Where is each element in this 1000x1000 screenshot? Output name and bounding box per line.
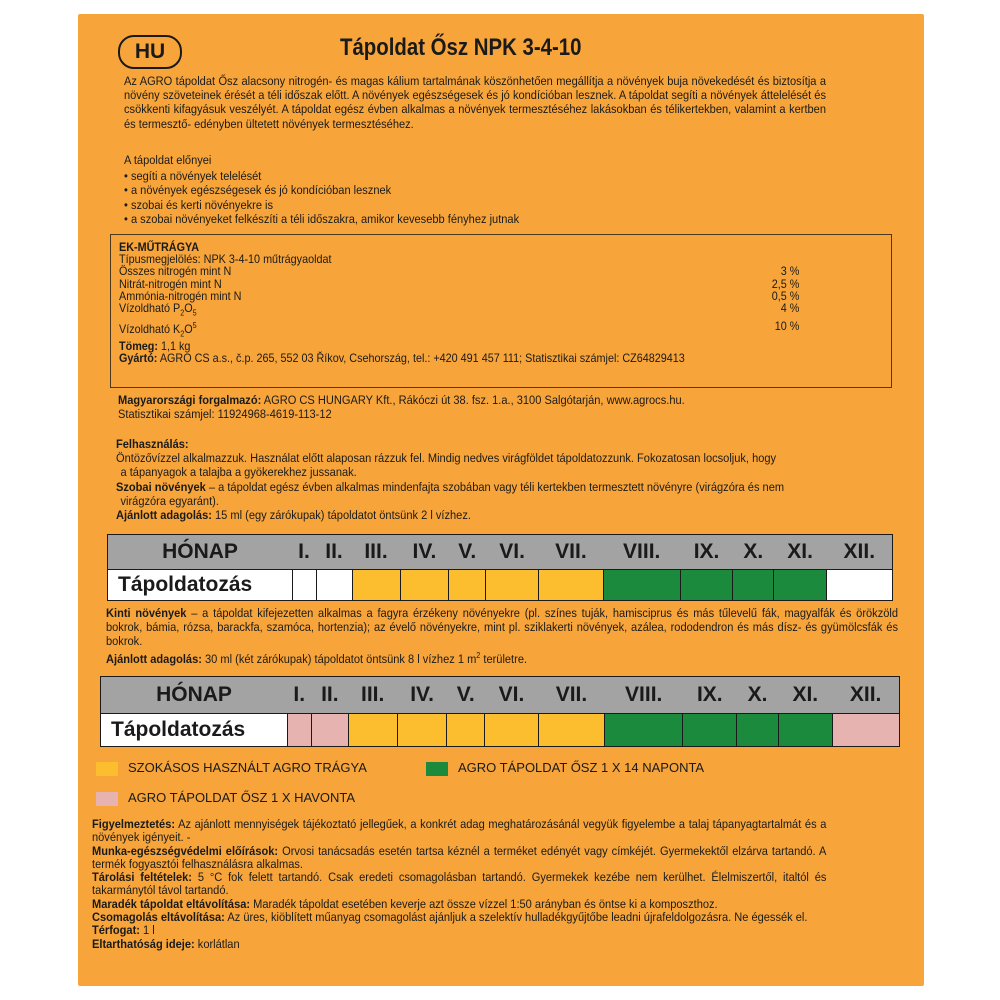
month-cell: VIII. <box>605 677 683 714</box>
warning-item: Csomagolás eltávolítása: Az üres, kiöblített műanyag csomagolást ajánljuk a szelektív hulladékgyűjtőbe leadni újrafeldolgozásra. Ne égessék el. <box>92 910 808 925</box>
ek-weight: Tömeg: 1,1 kg <box>119 339 191 354</box>
usage-section: Felhasználás: Öntözővízzel alkalmazzuk. Használat előtt alaposan rázzuk fel. Mindig nedves virágföldet tápoldatozzunk. Fokozatosan locsoljuk, hogy a tápanyagok a talajba a gyökerekhez jussanak. Szobai növények – a tápoldat egész évben alkalmas mindenfajta szobában vagy téli kertekben termesztett növényre (virágzóra és nem virágzóra egyaránt). Ajánlott adagolás: 15 ml (egy zárókupak) tápoldatot öntsünk 2 l vízhez. <box>116 437 827 522</box>
schedule-cell <box>287 714 311 747</box>
schedule-cell <box>485 714 539 747</box>
schedule-cell <box>397 714 447 747</box>
calendar-data-row <box>108 570 893 601</box>
month-cell: IV. <box>400 535 449 570</box>
schedule-cell <box>737 714 779 747</box>
schedule-cell <box>680 570 733 601</box>
page-title: Tápoldat Ősz NPK 3-4-10 <box>340 34 582 61</box>
warning-item: Térfogat: 1 l <box>92 923 155 938</box>
schedule-cell <box>316 570 352 601</box>
schedule-cell <box>778 714 832 747</box>
advantage-item: • a szobai növényeket felkészíti a téli időszakra, amikor kevesebb fényhez jutnak <box>124 211 520 226</box>
warnings-section <box>92 818 826 951</box>
schedule-cell <box>292 570 316 601</box>
month-cell: VI. <box>485 677 539 714</box>
schedule-cell <box>400 570 449 601</box>
legend-swatch-yellow <box>96 762 118 776</box>
schedule-cell <box>539 570 604 601</box>
warning-item: Eltarthatóság ideje: korlátlan <box>92 936 240 951</box>
month-cell: I. <box>287 677 311 714</box>
outdoor-section: Kinti növények – a tápoldat kifejezetten alkalmas a fagyra érzékeny növényekre (pl. színes tuják, hamisciprus és más tűlevelű fák, magyalfák és örökzöld bokrok, bámia, rózsa, barackfa, szamóca, hortenzia); az évelő növényekre, mint pl. sziklakerti növények, azálea, rododendron és más dísz- és gyümölcsfák és bokrok. Ajánlott adagolás: 30 ml (két zárókupak) tápoldatot öntsünk 8 l vízhez 1 $m^2$ területre. <box>106 606 899 666</box>
calendar-header-row <box>108 535 893 570</box>
ek-row: Összes nitrogén mint N 3 % <box>119 264 800 279</box>
warning-item: Figyelmeztetés: Az ajánlott mennyiségek tájékoztató jellegűek, a konkrét adag meghatározásánál vegyük figyelembe a talaj tápanyagtartalmát és a növények igényeit. - <box>92 817 827 845</box>
month-cell: X. <box>733 535 774 570</box>
schedule-cell <box>311 714 348 747</box>
intro-text: Az AGRO tápoldat Ősz alacsony nitrogén- és magas kálium tartalmának köszönhetően megállítja a növények buja növekedését és biztosítja a növény szöveteinek érését a téli időszak előtt. A növények egészségesek és jó kondícióban lesznek. A tápoldat segíti a növények áttelelését és csökkenti kifagyásuk veszélyét. A tápoldat egész évben alkalmas a növények termesztéséhez lakásokban és télikertekben, valamint a kertben és termesztő- edényben ültetett növények termesztéséhez. <box>124 74 826 131</box>
month-cell: XI. <box>778 677 832 714</box>
schedule-cell <box>603 570 680 601</box>
schedule-cell <box>447 714 485 747</box>
usage-heading: Felhasználás: <box>116 437 189 451</box>
month-cell: II. <box>311 677 348 714</box>
month-cell: V. <box>449 535 486 570</box>
month-cell: IV. <box>397 677 447 714</box>
calendar-data-row <box>101 714 900 747</box>
month-cell: I. <box>292 535 316 570</box>
outdoor-calendar-table <box>100 676 900 747</box>
month-cell: VII. <box>539 535 604 570</box>
month-header: HÓNAP <box>108 535 293 570</box>
advantage-item: • segíti a növények telelését <box>124 169 262 184</box>
month-cell: III. <box>348 677 397 714</box>
legend-pink: AGRO TÁPOLDAT ŐSZ 1 X HAVONTA <box>96 790 355 806</box>
month-cell: VI. <box>486 535 539 570</box>
schedule-cell <box>832 714 899 747</box>
schedule-cell <box>449 570 486 601</box>
legend-swatch-green <box>426 762 448 776</box>
month-cell: X. <box>737 677 779 714</box>
advantages-list <box>124 153 826 226</box>
indoor-calendar-table <box>107 534 893 601</box>
warning-item: Maradék tápoldat eltávolítása: Maradék tápoldat esetében keverje azt össze vízzel 1:50 arányban és öntse ki a komposzthoz. <box>92 896 718 911</box>
month-cell: XII. <box>827 535 893 570</box>
calendar-header-row <box>101 677 900 714</box>
schedule-cell <box>774 570 827 601</box>
schedule-cell <box>348 714 397 747</box>
schedule-cell <box>352 570 400 601</box>
row-label: Tápoldatozás <box>108 570 293 601</box>
month-cell: XII. <box>832 677 899 714</box>
month-cell: V. <box>447 677 485 714</box>
month-cell: VIII. <box>603 535 680 570</box>
ek-fertilizer-box <box>110 234 892 388</box>
legend-yellow: SZOKÁSOS HASZNÁLT AGRO TRÁGYA <box>96 760 367 776</box>
ek-row: Vízoldható $K_2O^5$ 10 % <box>119 318 800 338</box>
distributor-info: Magyarországi forgalmazó: AGRO CS HUNGARY Kft., Rákóczi út 38. fsz. 1.a., 3100 Salgótarján, www.agrocs.hu. Statisztikai számjel: 11924968-4619-113-12 <box>118 393 685 422</box>
country-badge: HU <box>118 35 182 69</box>
ek-maker: Gyártó: AGRO CS a.s., č.p. 265, 552 03 Říkov, Csehország, tel.: +420 491 457 111; Statisztikai számjel: CZ64829413 <box>119 351 685 366</box>
advantage-item: • a növények egészségesek és jó kondícióban lesznek <box>124 183 392 198</box>
row-label: Tápoldatozás <box>101 714 288 747</box>
schedule-cell <box>683 714 737 747</box>
ek-row: Ammónia-nitrogén mint N 0,5 % <box>119 288 800 303</box>
schedule-cell <box>827 570 893 601</box>
schedule-cell <box>538 714 604 747</box>
ek-row: Nitrát-nitrogén mint N 2,5 % <box>119 276 800 291</box>
month-cell: IX. <box>683 677 737 714</box>
month-cell: III. <box>352 535 400 570</box>
legend-green: AGRO TÁPOLDAT ŐSZ 1 X 14 NAPONTA <box>426 760 704 776</box>
ek-type-line: Típusmegjelölés: NPK 3-4-10 műtrágyaoldat <box>119 252 332 267</box>
schedule-cell <box>733 570 774 601</box>
month-cell: VII. <box>538 677 604 714</box>
month-cell: IX. <box>680 535 733 570</box>
legend-swatch-pink <box>96 792 118 806</box>
month-header: HÓNAP <box>101 677 288 714</box>
month-cell: II. <box>316 535 352 570</box>
schedule-cell <box>605 714 683 747</box>
ek-heading: EK-MŰTRÁGYA <box>119 240 200 254</box>
advantages-title: A tápoldat előnyei <box>124 153 212 167</box>
warning-item: Munka-egészségvédelmi előírások: Orvosi tanácsadás esetén tartsa kéznél a terméket edényét vagy címkéjét. Gyermekektől elzárva tartandó. A termék fogyasztói felhasználásra alkalmas. <box>92 843 827 871</box>
warning-item: Tárolási feltételek: 5 °C fok felett tartandó. Csak eredeti csomagolásban tartandó. Gyermekek kezébe nem kerülhet. Élelmiszertől, italtól és takarmánytól távol tartandó. <box>92 870 827 898</box>
advantage-item: • szobai és kerti növényekre is <box>124 197 274 212</box>
month-cell: XI. <box>774 535 827 570</box>
schedule-cell <box>486 570 539 601</box>
ek-row: Vízoldható $P_2O_5$ 4 % <box>119 301 800 318</box>
